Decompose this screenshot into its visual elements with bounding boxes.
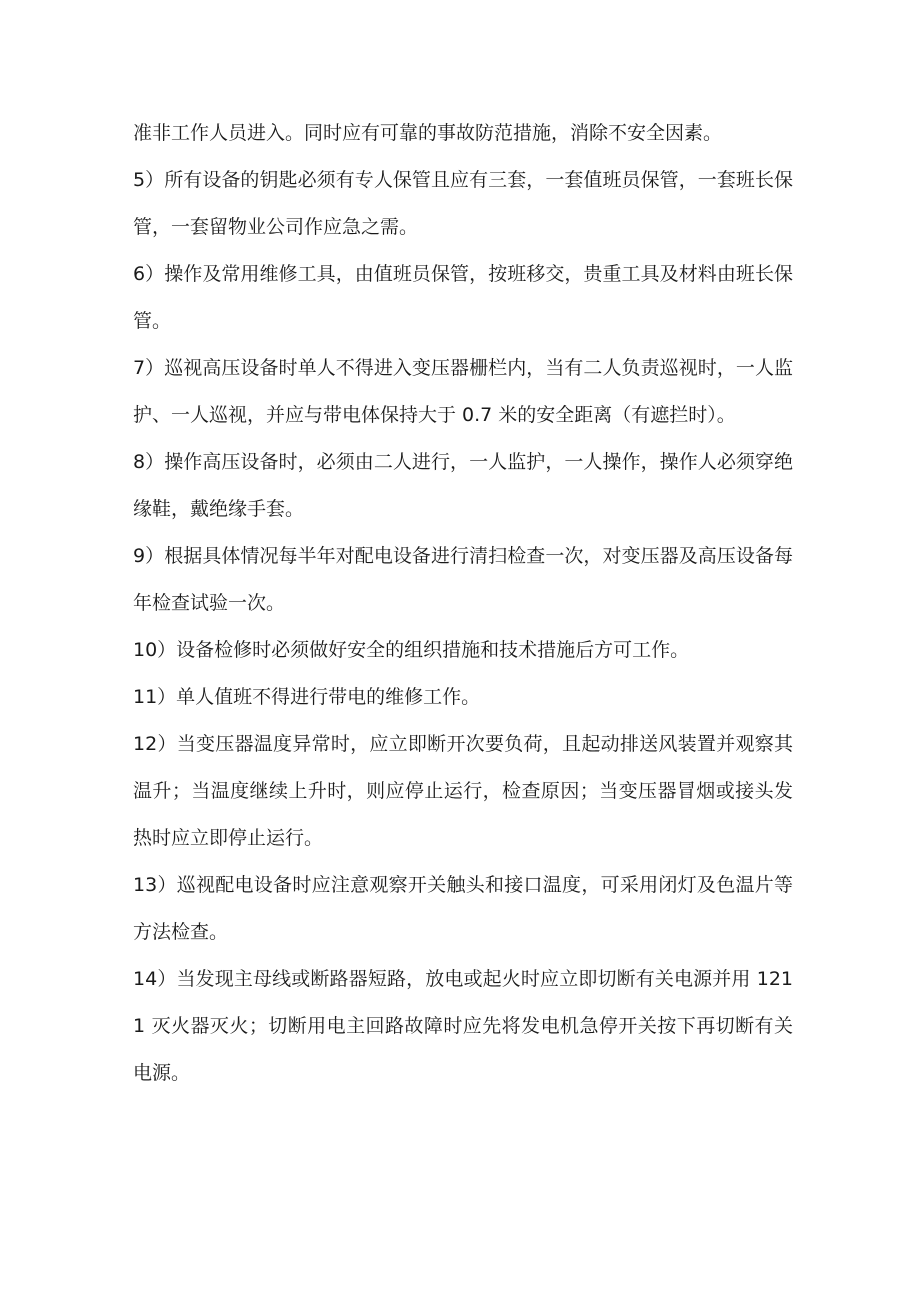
paragraph-item-6: 6）操作及常用维修工具，由值班员保管，按班移交，贵重工具及材料由班长保管。 (133, 263, 793, 332)
paragraph-item-7: 7）巡视高压设备时单人不得进入变压器栅栏内，当有二人负责巡视时，一人监护、一人巡视，并应与带电体保持大于 0.7 米的安全距离（有遮拦时）。 (133, 357, 793, 426)
paragraph-item-12: 12）当变压器温度异常时，应立即断开次要负荷，且起动排送风装置并观察其温升；当温度继续上升时，则应停止运行，检查原因；当变压器冒烟或接头发热时应立即停止运行。 (133, 733, 793, 849)
paragraph-item-13: 13）巡视配电设备时应注意观察开关触头和接口温度，可采用闭灯及色温片等方法检查。 (133, 874, 793, 943)
paragraph-item-5: 5）所有设备的钥匙必须有专人保管且应有三套，一套值班员保管，一套班长保管，一套留物业公司作应急之需。 (133, 169, 793, 238)
paragraph-continuation: 准非工作人员进入。同时应有可靠的事故防范措施，消除不安全因素。 (133, 122, 723, 144)
paragraph-item-8: 8）操作高压设备时，必须由二人进行，一人监护，一人操作，操作人必须穿绝缘鞋，戴绝缘手套。 (133, 451, 793, 520)
document-body (133, 110, 793, 1097)
paragraph-item-14: 14）当发现主母线或断路器短路，放电或起火时应立即切断有关电源并用 1211 灭火器灭火；切断用电主回路故障时应先将发电机急停开关按下再切断有关电源。 (133, 968, 793, 1084)
paragraph-item-9: 9）根据具体情况每半年对配电设备进行清扫检查一次，对变压器及高压设备每年检查试验一次。 (133, 545, 793, 614)
paragraph-item-11: 11）单人值班不得进行带电的维修工作。 (133, 686, 481, 708)
paragraph-item-10: 10）设备检修时必须做好安全的组织措施和技术措施后方可工作。 (133, 639, 690, 661)
